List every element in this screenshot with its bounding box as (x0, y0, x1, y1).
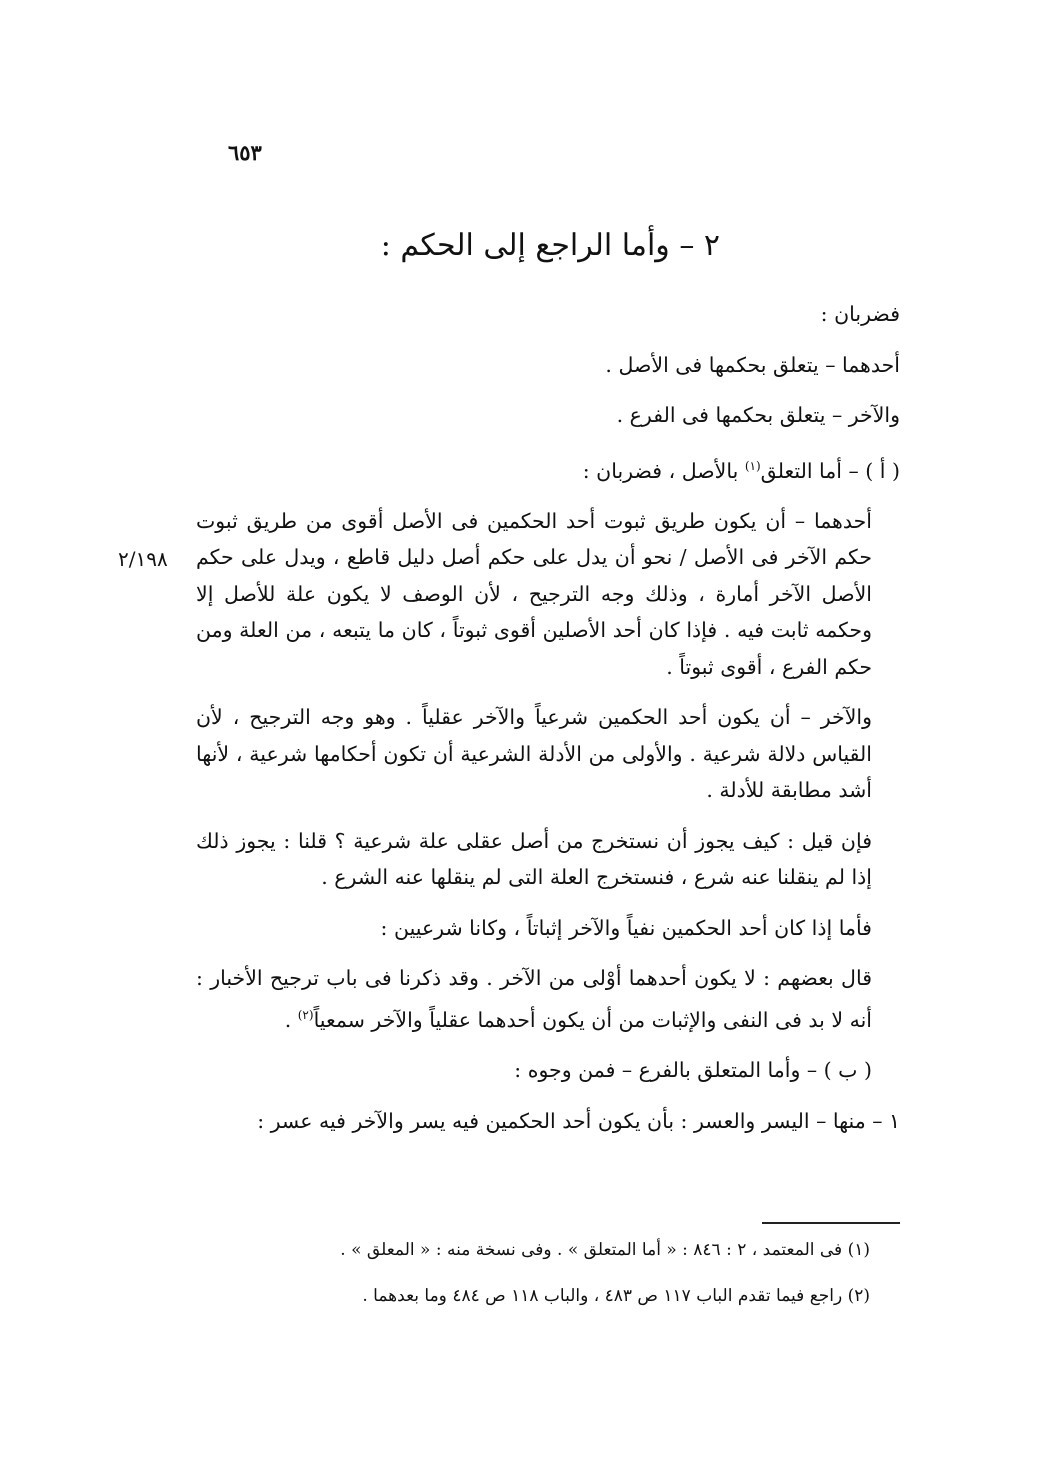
footnote-ref-2: (٢) (297, 1007, 314, 1022)
footnote-1: (١) فى المعتمد ، ٢ : ٨٤٦ : « أما المتعلق » . وفى نسخة منه : « المعلق » . (340, 1240, 870, 1260)
line-4 (196, 448, 900, 489)
footnote-ref-1: (١) (744, 458, 761, 473)
line-4-part-a: ( أ ) – أما التعلق (760, 458, 900, 483)
line-4-part-b: بالأصل ، فضربان : (582, 458, 745, 483)
paragraph-6: ( ب ) – وأما المتعلق بالفرع – فمن وجوه : (514, 1058, 872, 1083)
paragraph-1: أحدهما – أن يكون طريق ثبوت أحد الحكمين فى الأصل أقوى من طريق ثبوت حكم الآخر فى الأصل / نحو أن يدل على حكم أصل دليل قاطع ، ويدل على حكم الأصل الآخر أمارة ، وذلك وجه الترجيح ، لأن الوصف لا يكون علة للأصل إلا وحكمه ثابت فيه . فإذا كان أحد الأصلين أقوى ثبوتاً ، كان ما يتبعه ، من العلة ومن حكم الفرع ، أقوى ثبوتاً . (196, 508, 872, 679)
paragraph-5-part-b: . (284, 1007, 298, 1032)
section-heading: ٢ – وأما الراجع إلى الحكم : (380, 228, 720, 263)
line-3: والآخر – يتعلق بحكمها فى الفرع . (616, 403, 900, 427)
line-2: أحدهما – يتعلق بحكمها فى الأصل . (605, 352, 900, 377)
margin-note: ٢/١٩٨ (118, 547, 168, 571)
body-text (196, 296, 900, 1139)
paragraph-5-part-a: قال بعضهم : لا يكون أحدهما أوْلى من الآخر . وقد ذكرنا فى باب ترجيح الأخبار : أنه لا بد فى النفى والإثبات من أن يكون أحدهما عقلياً والآخر سمعياً (196, 966, 872, 1032)
footnote-2: (٢) راجع فيما تقدم الباب ١١٧ ص ٤٨٣ ، والباب ١١٨ ص ٤٨٤ وما بعدهما . (362, 1286, 870, 1306)
page-number: ٦٥٣ (228, 140, 262, 165)
line-1: فضربان : (820, 302, 900, 326)
paragraph-7: ١ – منها – اليسر والعسر : بأن يكون أحد الحكمين فيه يسر والآخر فيه عسر : (257, 1108, 900, 1133)
paragraph-5 (196, 960, 900, 1038)
paragraph-4: فأما إذا كان أحد الحكمين نفياً والآخر إثباتاً ، وكانا شرعيين : (380, 915, 872, 940)
footnote-divider (762, 1222, 900, 1224)
paragraph-2: والآخر – أن يكون أحد الحكمين شرعياً والآخر عقلياً . وهو وجه الترجيح ، لأن القياس دلالة شرعية . والأولى من الأدلة الشرعية أن تكون أحكامها شرعية ، لأنها أشد مطابقة للأدلة . (196, 705, 872, 803)
paragraph-3: فإن قيل : كيف يجوز أن نستخرج من أصل عقلى علة شرعية ؟ قلنا : يجوز ذلك إذا لم ينقلنا عنه شرع ، فنستخرج العلة التى لم ينقلها عنه الشرع . (196, 828, 872, 890)
